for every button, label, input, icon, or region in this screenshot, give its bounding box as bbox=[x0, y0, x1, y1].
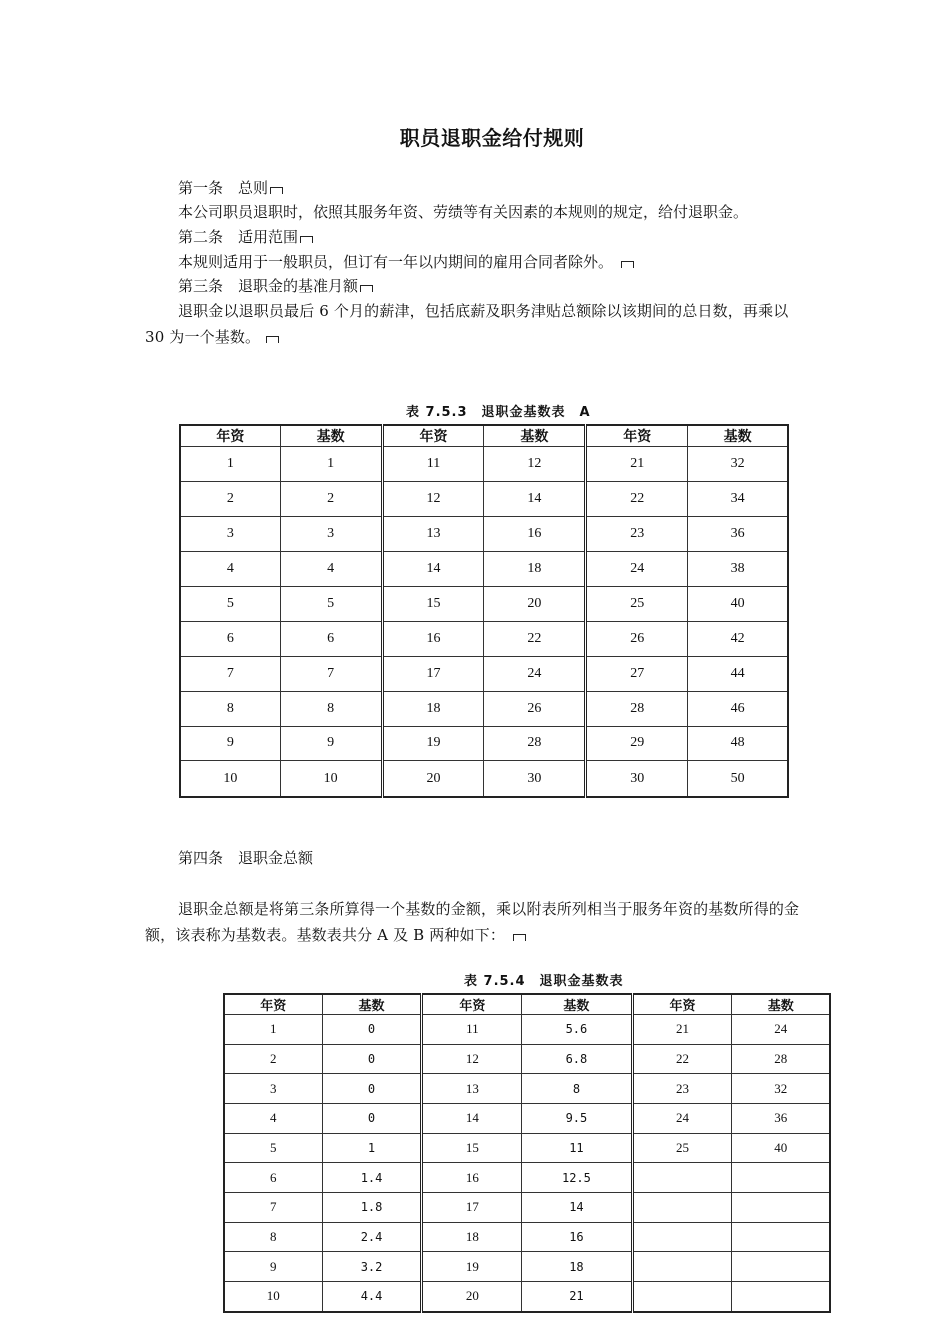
table-row bbox=[224, 1252, 830, 1282]
table-cell: 40 bbox=[688, 586, 788, 621]
table-cell: 12 bbox=[484, 447, 586, 482]
article-3-heading-text: 第三条 退职金的基准月额 bbox=[178, 277, 359, 295]
table-cell: 23 bbox=[586, 516, 688, 551]
table-cell: 18 bbox=[382, 691, 484, 726]
table-cell: 1 bbox=[280, 447, 382, 482]
table-cell: 22 bbox=[484, 621, 586, 656]
paragraph-mark-icon bbox=[621, 261, 634, 268]
table-cell: 2 bbox=[224, 1044, 322, 1074]
table-cell: 0 bbox=[322, 1074, 422, 1104]
column-header: 年资 bbox=[422, 994, 522, 1015]
column-header: 基数 bbox=[484, 425, 586, 447]
article-2-text-content: 本规则适用于一般职员，但订有一年以内期间的雇用合同者除外。 bbox=[178, 253, 614, 271]
table-cell: 1 bbox=[224, 1015, 322, 1045]
table-b-caption: 表 7.5.4 退职金基数表 bbox=[464, 974, 624, 989]
table-row bbox=[180, 656, 788, 691]
table-cell: 18 bbox=[422, 1222, 522, 1252]
article-1-text: 本公司职员退职时，依照其服务年资、劳绩等有关因素的本规则的规定，给付退职金。 bbox=[178, 203, 749, 221]
table-cell: 12.5 bbox=[522, 1163, 632, 1193]
table-cell: 6 bbox=[280, 621, 382, 656]
table-cell: 11 bbox=[422, 1015, 522, 1045]
table-row bbox=[180, 621, 788, 656]
column-header: 年资 bbox=[586, 425, 688, 447]
table-cell: 25 bbox=[632, 1133, 732, 1163]
table-cell: 12 bbox=[422, 1044, 522, 1074]
retirement-base-table-b bbox=[223, 993, 831, 1313]
table-cell: 26 bbox=[484, 691, 586, 726]
page-title: 职员退职金给付规则 bbox=[399, 126, 585, 150]
table-cell: 50 bbox=[688, 761, 788, 797]
table-cell: 18 bbox=[484, 551, 586, 586]
column-header: 基数 bbox=[322, 994, 422, 1015]
table-cell: 3 bbox=[180, 516, 280, 551]
table-cell: 18 bbox=[522, 1252, 632, 1282]
table-cell: 24 bbox=[732, 1015, 830, 1045]
table-cell: 14 bbox=[382, 551, 484, 586]
article-4-heading: 第四条 退职金总额 bbox=[178, 849, 314, 867]
paragraph-mark-icon bbox=[270, 187, 283, 194]
table-cell: 24 bbox=[632, 1103, 732, 1133]
table-cell bbox=[732, 1163, 830, 1193]
table-cell: 19 bbox=[382, 726, 484, 761]
paragraph-mark-icon bbox=[360, 285, 373, 292]
table-cell: 4 bbox=[280, 551, 382, 586]
table-cell: 48 bbox=[688, 726, 788, 761]
table-cell: 1.4 bbox=[322, 1163, 422, 1193]
table-cell: 22 bbox=[586, 481, 688, 516]
table-cell: 2 bbox=[280, 481, 382, 516]
table-cell: 16 bbox=[484, 516, 586, 551]
table-cell: 14 bbox=[522, 1192, 632, 1222]
table-cell: 17 bbox=[382, 656, 484, 691]
table-cell: 16 bbox=[382, 621, 484, 656]
article-2-heading-text: 第二条 适用范围 bbox=[178, 228, 299, 246]
article-4-text bbox=[145, 896, 810, 948]
table-cell: 10 bbox=[280, 761, 382, 797]
column-header: 年资 bbox=[224, 994, 322, 1015]
table-cell: 40 bbox=[732, 1133, 830, 1163]
table-cell bbox=[732, 1252, 830, 1282]
paragraph-mark-icon bbox=[266, 336, 279, 343]
table-cell: 10 bbox=[224, 1281, 322, 1312]
table-cell: 8 bbox=[522, 1074, 632, 1104]
paragraph-mark-icon bbox=[513, 934, 526, 941]
table-cell: 28 bbox=[732, 1044, 830, 1074]
table-cell: 8 bbox=[224, 1222, 322, 1252]
table-cell: 15 bbox=[382, 586, 484, 621]
table-cell: 3 bbox=[280, 516, 382, 551]
table-cell: 19 bbox=[422, 1252, 522, 1282]
table-cell bbox=[632, 1192, 732, 1222]
table-row bbox=[224, 1192, 830, 1222]
table-cell: 4.4 bbox=[322, 1281, 422, 1312]
article-1-heading bbox=[178, 176, 283, 200]
table-row bbox=[180, 481, 788, 516]
table-cell: 4 bbox=[224, 1103, 322, 1133]
table-cell: 1.8 bbox=[322, 1192, 422, 1222]
table-cell bbox=[732, 1281, 830, 1312]
article-2-heading bbox=[178, 225, 313, 249]
table-cell: 42 bbox=[688, 621, 788, 656]
table-cell: 14 bbox=[484, 481, 586, 516]
table-row bbox=[180, 586, 788, 621]
table-cell: 9 bbox=[280, 726, 382, 761]
table-cell: 9.5 bbox=[522, 1103, 632, 1133]
table-cell: 28 bbox=[586, 691, 688, 726]
table-row bbox=[180, 551, 788, 586]
table-cell: 9 bbox=[224, 1252, 322, 1282]
table-row bbox=[180, 726, 788, 761]
table-cell bbox=[632, 1163, 732, 1193]
table-cell: 38 bbox=[688, 551, 788, 586]
column-header: 基数 bbox=[688, 425, 788, 447]
table-cell: 34 bbox=[688, 481, 788, 516]
table-cell: 5 bbox=[280, 586, 382, 621]
table-cell: 6.8 bbox=[522, 1044, 632, 1074]
table-cell: 11 bbox=[382, 447, 484, 482]
table-cell: 2 bbox=[180, 481, 280, 516]
table-cell: 32 bbox=[688, 447, 788, 482]
table-cell: 14 bbox=[422, 1103, 522, 1133]
table-cell: 36 bbox=[732, 1103, 830, 1133]
table-row bbox=[224, 1163, 830, 1193]
table-cell: 16 bbox=[422, 1163, 522, 1193]
table-cell: 25 bbox=[586, 586, 688, 621]
article-2-text bbox=[178, 250, 634, 274]
table-cell: 29 bbox=[586, 726, 688, 761]
table-row bbox=[224, 1133, 830, 1163]
column-header: 基数 bbox=[732, 994, 830, 1015]
table-cell: 22 bbox=[632, 1044, 732, 1074]
table-row bbox=[224, 1015, 830, 1045]
table-row bbox=[224, 1222, 830, 1252]
table-cell: 6 bbox=[180, 621, 280, 656]
table-cell: 5 bbox=[224, 1133, 322, 1163]
table-cell: 20 bbox=[382, 761, 484, 797]
column-header: 年资 bbox=[632, 994, 732, 1015]
table-cell: 12 bbox=[382, 481, 484, 516]
table-cell: 44 bbox=[688, 656, 788, 691]
table-cell: 5 bbox=[180, 586, 280, 621]
table-cell: 21 bbox=[632, 1015, 732, 1045]
table-cell: 21 bbox=[586, 447, 688, 482]
retirement-base-table-a bbox=[179, 424, 789, 798]
table-cell: 30 bbox=[484, 761, 586, 797]
table-cell bbox=[732, 1192, 830, 1222]
article-3-text bbox=[145, 298, 810, 350]
table-row bbox=[180, 516, 788, 551]
table-cell: 1 bbox=[322, 1133, 422, 1163]
table-row bbox=[180, 761, 788, 797]
table-cell: 4 bbox=[180, 551, 280, 586]
article-4-text-content: 退职金总额是将第三条所算得一个基数的金额，乘以附表所列相当于服务年资的基数所得的金额，该表称为基数表。基数表共分 A 及 B 两种如下： bbox=[145, 900, 800, 944]
paragraph-mark-icon bbox=[300, 236, 313, 243]
table-header-row bbox=[180, 425, 788, 447]
table-cell: 27 bbox=[586, 656, 688, 691]
table-cell: 15 bbox=[422, 1133, 522, 1163]
table-cell bbox=[632, 1281, 732, 1312]
table-cell: 2.4 bbox=[322, 1222, 422, 1252]
table-cell: 8 bbox=[280, 691, 382, 726]
article-1-heading-text: 第一条 总则 bbox=[178, 179, 269, 197]
table-cell: 5.6 bbox=[522, 1015, 632, 1045]
column-header: 年资 bbox=[180, 425, 280, 447]
table-cell: 20 bbox=[484, 586, 586, 621]
table-cell: 7 bbox=[280, 656, 382, 691]
table-cell: 24 bbox=[484, 656, 586, 691]
table-cell: 16 bbox=[522, 1222, 632, 1252]
table-cell: 0 bbox=[322, 1015, 422, 1045]
table-cell: 13 bbox=[422, 1074, 522, 1104]
table-header-row bbox=[224, 994, 830, 1015]
table-row bbox=[224, 1074, 830, 1104]
article-3-text-content: 退职金以退职员最后 6 个月的薪津，包括底薪及职务津贴总额除以该期间的总日数，再乘以 30 为一个基数。 bbox=[145, 302, 789, 346]
column-header: 基数 bbox=[280, 425, 382, 447]
table-cell: 36 bbox=[688, 516, 788, 551]
table-cell: 24 bbox=[586, 551, 688, 586]
table-cell: 46 bbox=[688, 691, 788, 726]
table-cell: 1 bbox=[180, 447, 280, 482]
table-cell: 3 bbox=[224, 1074, 322, 1104]
table-cell: 20 bbox=[422, 1281, 522, 1312]
table-cell: 9 bbox=[180, 726, 280, 761]
table-cell: 6 bbox=[224, 1163, 322, 1193]
table-row bbox=[180, 691, 788, 726]
table-row bbox=[180, 447, 788, 482]
column-header: 基数 bbox=[522, 994, 632, 1015]
table-cell: 7 bbox=[180, 656, 280, 691]
table-row bbox=[224, 1281, 830, 1312]
table-cell: 32 bbox=[732, 1074, 830, 1104]
table-cell: 0 bbox=[322, 1103, 422, 1133]
article-3-heading bbox=[178, 274, 373, 298]
table-cell: 0 bbox=[322, 1044, 422, 1074]
table-cell: 23 bbox=[632, 1074, 732, 1104]
table-row bbox=[224, 1044, 830, 1074]
table-cell bbox=[632, 1222, 732, 1252]
table-cell: 10 bbox=[180, 761, 280, 797]
table-cell: 17 bbox=[422, 1192, 522, 1222]
table-cell: 28 bbox=[484, 726, 586, 761]
table-cell: 30 bbox=[586, 761, 688, 797]
table-cell: 11 bbox=[522, 1133, 632, 1163]
column-header: 年资 bbox=[382, 425, 484, 447]
table-cell: 21 bbox=[522, 1281, 632, 1312]
table-a-caption: 表 7.5.3 退职金基数表 A bbox=[406, 405, 591, 420]
table-cell bbox=[632, 1252, 732, 1282]
table-cell: 3.2 bbox=[322, 1252, 422, 1282]
table-cell: 7 bbox=[224, 1192, 322, 1222]
table-cell: 13 bbox=[382, 516, 484, 551]
table-cell: 26 bbox=[586, 621, 688, 656]
table-cell bbox=[732, 1222, 830, 1252]
table-row bbox=[224, 1103, 830, 1133]
table-cell: 8 bbox=[180, 691, 280, 726]
